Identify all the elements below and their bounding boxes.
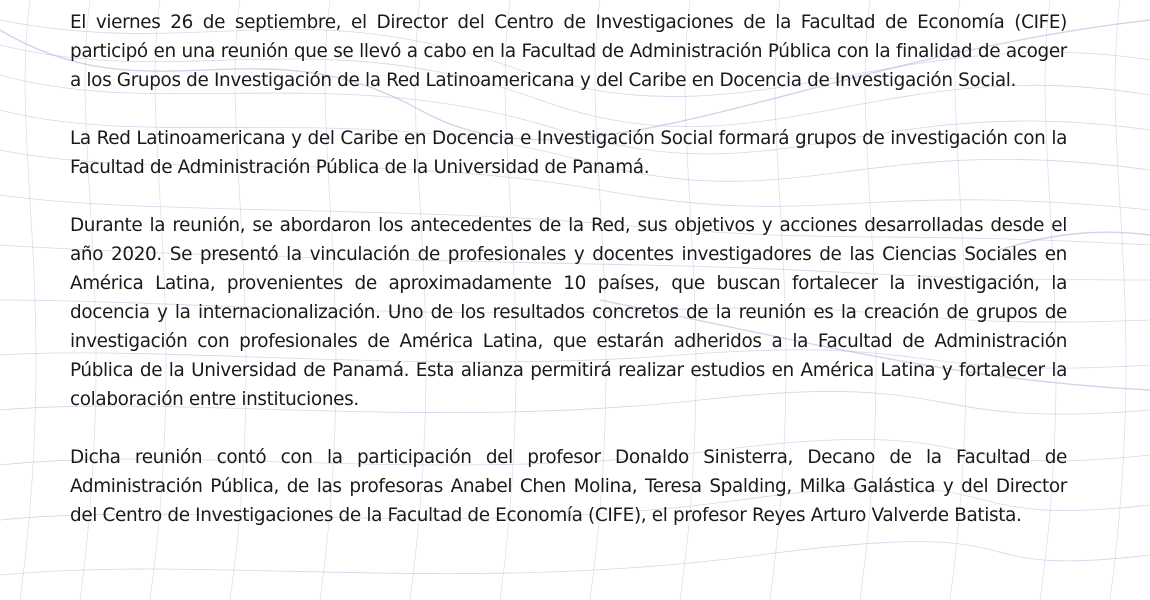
paragraph-intro: El viernes 26 de septiembre, el Director del Centro de Investigaciones de la Facultad de Economía (CIFE) participó en una reunión que se llevó a cabo en la Facultad de Administración Pública con la finalidad de acoger a los Grupos de Investigación de la Red Latinoamericana y del Caribe en Docencia de Investigación Social. [70,12,1067,91]
paragraph-network-groups: La Red Latinoamericana y del Caribe en Docencia e Investigación Social formará grupos de investigación con la Facultad de Administración Pública de la Universidad de Panamá. [70,128,1067,178]
paragraph-participants: Dicha reunión contó con la participación del profesor Donaldo Sinisterra, Decano de la Facultad de Administración Pública, de las profesoras Anabel Chen Molina, Teresa Spalding, Milka Galástica y del Director del Centro de Investigaciones de la Facultad de Economía (CIFE), el profesor Reyes Arturo Valverde Batista. [70,447,1067,526]
article-body [70,8,1067,559]
paragraph-meeting-details: Durante la reunión, se abordaron los antecedentes de la Red, sus objetivos y acciones desarrolladas desde el año 2020. Se presentó la vinculación de profesionales y docentes investigadores de las Ciencias Sociales en América Latina, provenientes de aproximadamente 10 países, que buscan fortalecer la investigación, la docencia y la internacionalización. Uno de los resultados concretos de la reunión es la creación de grupos de investigación con profesionales de América Latina, que estarán adheridos a la Facultad de Administración Pública de la Universidad de Panamá. Esta alianza permitirá realizar estudios en América Latina y fortalecer la colaboración entre instituciones. [70,215,1067,410]
